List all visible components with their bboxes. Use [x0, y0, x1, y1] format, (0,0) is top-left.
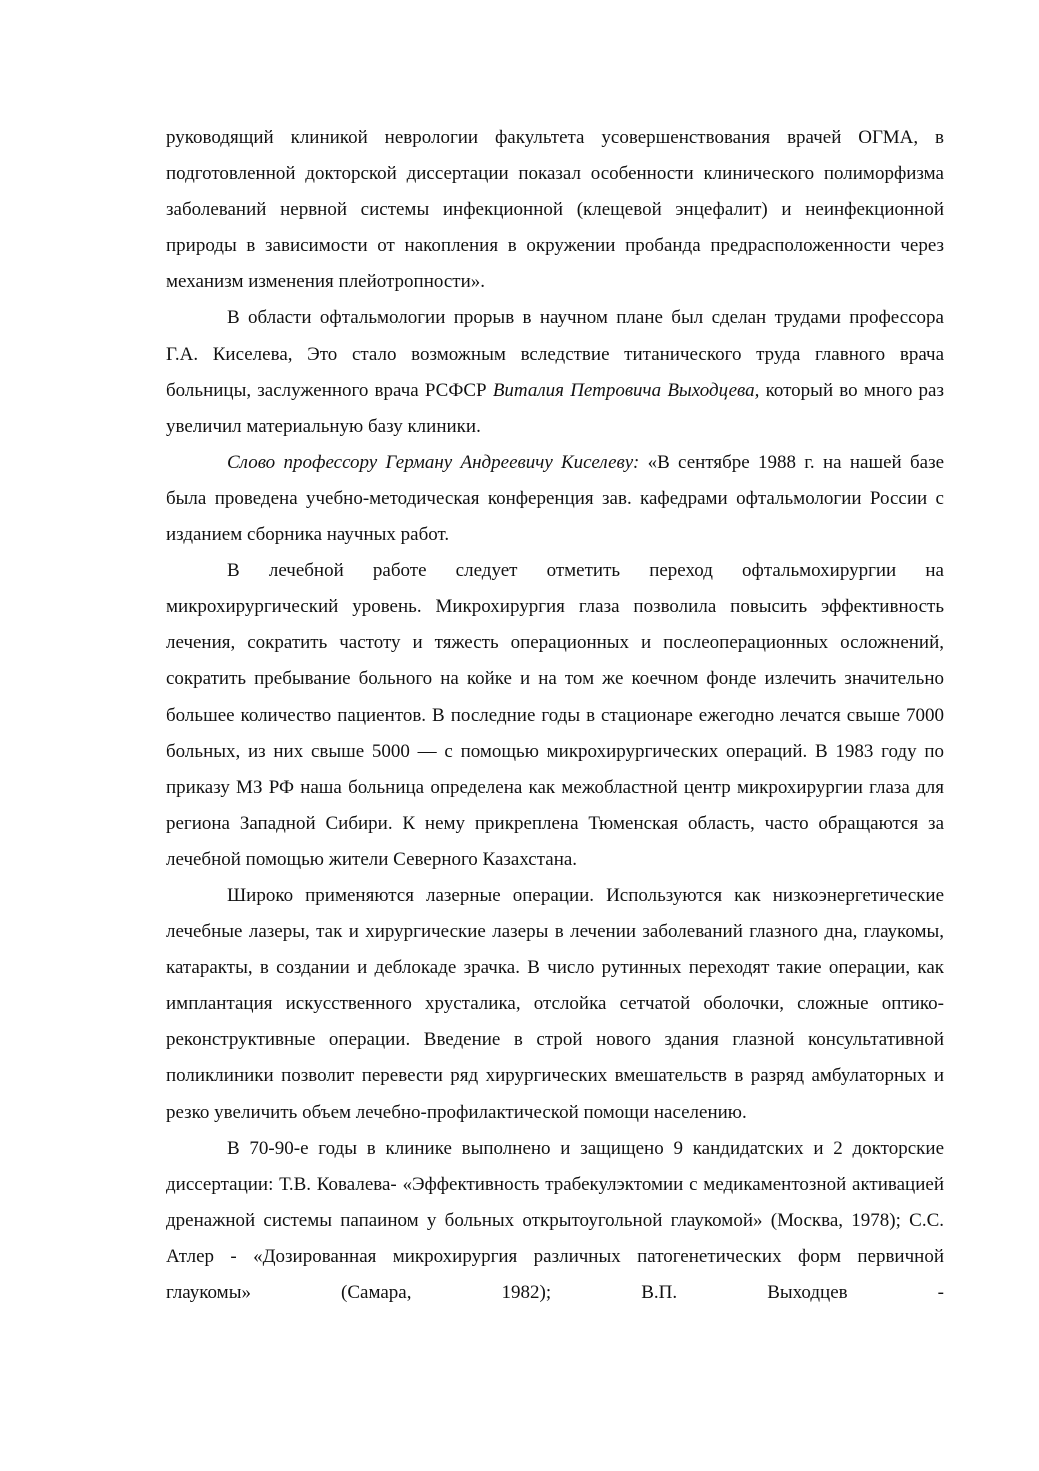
paragraph-2 — [166, 300, 944, 444]
paragraph-3-text: «В сентябре 1988 г. на нашей базе была проведена учебно-методическая конференция зав. кафедрами офтальмологии России с изданием сборника научных работ. — [166, 451, 945, 546]
paragraph-3-italic-heading: Слово профессору Герману Андреевичу Киселеву: — [227, 451, 640, 473]
paragraph-4: В лечебной работе следует отметить переход офтальмохирургии на микрохирургический уровень. Микрохирургия глаза позволила повысить эффективность лечения, сократить частоту и тяжесть операционных и послеоперационных осложнений, сократить пребывание больного на койке и на том же коечном фонде излечить значительно большее количество пациентов. В последние годы в стационаре ежегодно лечатся свыше 7000 больных, из них свыше 5000 — с помощью микрохирургических операций. В 1983 году по приказу МЗ РФ наша больница определена как межобластной центр микрохирургии глаза для региона Западной Сибири. К нему прикреплена Тюменская область, часто обращаются за лечебной помощью жители Северного Казахстана. — [166, 560, 944, 870]
paragraph-2-text-before: В области офтальмологии прорыв в научном плане был сделан трудами профессора Г.А. Киселева, Это стало возможным вследствие титанического труда главного врача больницы, заслуженного врача РСФСР — [166, 307, 944, 401]
paragraph-2-italic-name: Виталия Петровича Выходцева, — [492, 379, 760, 401]
paragraph-5: Широко применяются лазерные операции. Используются как низкоэнергетические лечебные лазеры, так и хирургические лазеры в лечении заболеваний глазного дна, глаукомы, катаракты, в создании и деблокаде зрачка. В число рутинных переходят такие операции, как имплантация искусственного хрусталика, отслойка сетчатой оболочки, сложные оптико-реконструктивные операции. Введение в строй нового здания глазной консультативной поликлиники позволит перевести ряд хирургических вмешательств в разряд амбулаторных и резко увеличить объем лечебно-профилактической помощи населению. — [166, 884, 944, 1123]
document-page — [166, 120, 944, 1311]
paragraph-3 — [166, 445, 944, 553]
paragraph-2-text-after: который во много раз увеличил материальную базу клиники. — [166, 379, 944, 437]
paragraph-1: руководящий клиникой неврологии факультета усовершенствования врачей ОГМА, в подготовленной докторской диссертации показал особенности клинического полиморфизма заболеваний нервной системы инфекционной (клещевой энцефалит) и неинфекционной природы в зависимости от накопления в окружении пробанда предрасположенности через механизм изменения плейотропности». — [166, 127, 944, 293]
paragraph-6: В 70-90-е годы в клинике выполнено и защищено 9 кандидатских и 2 докторские диссертации: Т.В. Ковалева- «Эффективность трабекулэктомии с медикаментозной активацией дренажной системы папаином у больных открытоугольной глаукомой» (Москва, 1978); С.С. Атлер - «Дозированная микрохирургия различных патогенетических форм первичной глаукомы» (Самара, 1982); В.П. Выходцев - — [166, 1137, 944, 1303]
